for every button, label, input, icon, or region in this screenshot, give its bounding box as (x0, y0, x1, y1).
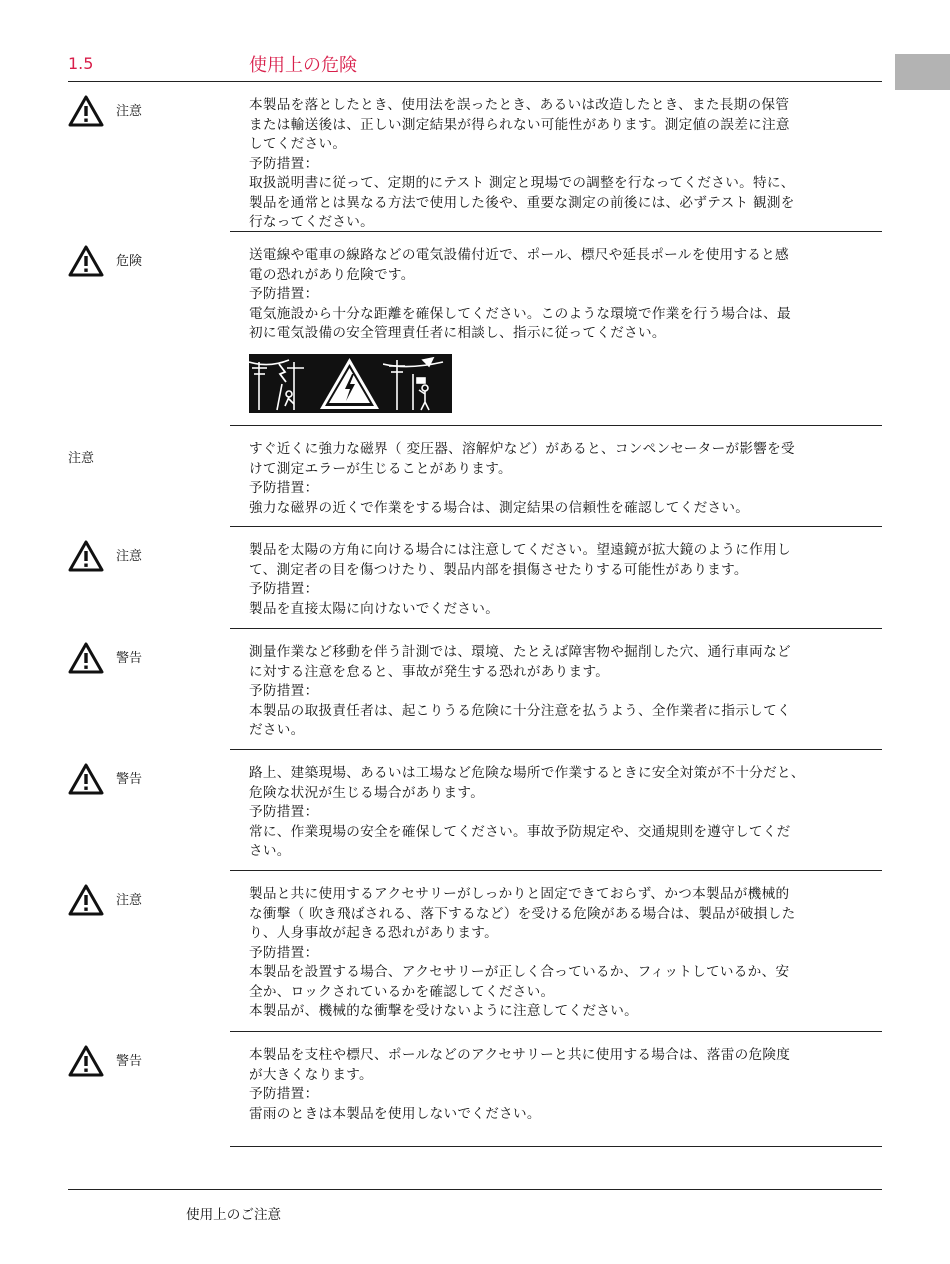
description-line: 予防措置： (249, 480, 319, 496)
description-line: 予防措置： (249, 1086, 319, 1102)
description-line: 予防措置： (249, 683, 319, 699)
electrical-hazard-pictogram (249, 354, 452, 413)
description-line: してください。 (249, 136, 347, 152)
description-line: 初に電気設備の安全管理責任者に相談し、指示に従ってください。 (249, 325, 666, 341)
description-line: 行なってください。 (249, 214, 375, 230)
warning-triangle-icon (68, 763, 104, 795)
description-line: 測量作業など移動を伴う計測では、環境、たとえば障害物や掘削した穴、通行車両など (249, 644, 791, 660)
description-line: り、人身事故が起きる恐れがあります。 (249, 925, 498, 941)
description-line: けて測定エラーが生じることがあります。 (249, 460, 512, 477)
entry-divider (230, 749, 882, 750)
entry-divider (230, 526, 882, 527)
description-line: 本製品の取扱責任者は、起こりうる危険に十分注意を払うよう、全作業者に指示してく (249, 702, 791, 719)
description-line: すぐ近くに強力な磁界（ 変圧器、溶解炉など）があると、コンペンセーターが影響を受 (249, 441, 795, 457)
warning-triangle-icon (68, 1045, 104, 1077)
description-line: に対する注意を怠ると、事故が発生する恐れがあります。 (249, 663, 610, 680)
description-line: 常に、作業現場の安全を確保してください。事故予防規定や、交通規則を遵守してくだ (249, 823, 791, 840)
description-line: 送電線や電車の線路などの電気設備付近で、ポール、標尺や延長ポールを使用すると感 (249, 247, 789, 263)
hazard-description (249, 764, 879, 862)
description-line: 本製品を支柱や標尺、ポールなどのアクセサリーと共に使用する場合は、落雷の危険度 (249, 1047, 791, 1063)
hazard-level-label: 注意 (116, 104, 143, 119)
entry-divider (230, 1031, 882, 1032)
description-line: 予防措置： (249, 155, 319, 172)
power-line-hazard-icon (249, 354, 316, 413)
warning-triangle-icon (68, 245, 104, 277)
hazard-description (249, 885, 879, 1022)
description-line: 電の恐れがあり危険です。 (249, 266, 415, 283)
hazard-description (249, 440, 879, 518)
hazard-level-label: 警告 (116, 772, 143, 787)
hazard-description (249, 246, 879, 413)
hazard-level-label: 警告 (116, 651, 143, 666)
entry-divider (230, 628, 882, 629)
pole-near-line-icon (383, 354, 450, 413)
description-line: ださい。 (249, 722, 305, 738)
description-line: 予防措置： (249, 944, 319, 961)
entry-divider (230, 870, 882, 871)
high-voltage-icon (316, 354, 383, 413)
description-line: 本製品が、機械的な衝撃を受けないように注意してください。 (249, 1003, 639, 1019)
description-line: な衝撃（ 吹き飛ばされる、落下するなど）を受ける危険がある場合は、製品が破損した (249, 905, 796, 922)
footer-chapter-title: 使用上のご注意 (186, 1207, 282, 1223)
description-line: 予防措置： (249, 581, 319, 597)
description-line: 電気施設から十分な距離を確保してください。このような環境で作業を行う場合は、最 (249, 305, 791, 322)
hazard-description (249, 96, 879, 233)
entry-divider (230, 231, 882, 232)
description-line: 強力な磁界の近くで作業をする場合は、測定結果の信頼性を確認してください。 (249, 499, 750, 516)
description-line: 製品を直接太陽に向けないでください。 (249, 600, 500, 617)
description-line: て、測定者の目を傷つけたり、製品内部を損傷させたりする可能性があります。 (249, 561, 748, 578)
section-number: 1.5 (68, 54, 94, 73)
warning-triangle-icon (68, 884, 104, 916)
description-line: が大きくなります。 (249, 1066, 373, 1083)
header-divider (68, 81, 882, 82)
warning-triangle-icon (68, 95, 104, 127)
hazard-level-label: 警告 (116, 1054, 143, 1069)
entry-divider (230, 1146, 882, 1147)
description-line: 製品を太陽の方角に向ける場合には注意してください。望遠鏡が拡大鏡のように作用し (249, 542, 791, 558)
description-line: 予防措置： (249, 804, 319, 820)
chapter-tab-marker (895, 54, 950, 90)
footer-divider (68, 1189, 882, 1190)
description-line: 危険な状況が生じる場合があります。 (249, 784, 485, 801)
hazard-description (249, 643, 879, 741)
hazard-level-label: 危険 (116, 254, 143, 269)
description-line: 本製品を設置する場合、アクセサリーが正しく合っているか、フィットしているか、安 (249, 964, 790, 980)
description-line: 雷雨のときは本製品を使用しないでください。 (249, 1105, 541, 1122)
warning-triangle-icon (68, 540, 104, 572)
hazard-description (249, 541, 879, 619)
description-line: 全か、ロックされているかを確認してください。 (249, 983, 555, 1000)
description-line: 製品を通常とは異なる方法で使用した後や、重要な測定の前後には、必ずテスト 観測を (249, 194, 795, 211)
description-line: 予防措置： (249, 286, 319, 302)
entry-divider (230, 425, 882, 426)
description-line: または輸送後は、正しい測定結果が得られない可能性があります。測定値の誤差に注意 (249, 116, 790, 133)
description-line: 本製品を落としたとき、使用法を誤ったとき、あるいは改造したとき、また長期の保管 (249, 97, 790, 113)
section-title: 使用上の危険 (249, 55, 357, 76)
warning-triangle-icon (68, 642, 104, 674)
description-line: さい。 (249, 843, 291, 859)
description-line: 取扱説明書に従って、定期的にテスト 測定と現場での調整を行なってください。特に、 (249, 175, 795, 191)
description-line: 製品と共に使用するアクセサリーがしっかりと固定できておらず、かつ本製品が機械的 (249, 886, 790, 902)
hazard-level-label: 注意 (68, 451, 95, 466)
hazard-level-label: 注意 (116, 893, 143, 908)
hazard-description (249, 1046, 879, 1124)
hazard-level-label: 注意 (116, 549, 143, 564)
description-line: 路上、建築現場、あるいは工場など危険な場所で作業するときに安全対策が不十分だと、 (249, 765, 805, 781)
